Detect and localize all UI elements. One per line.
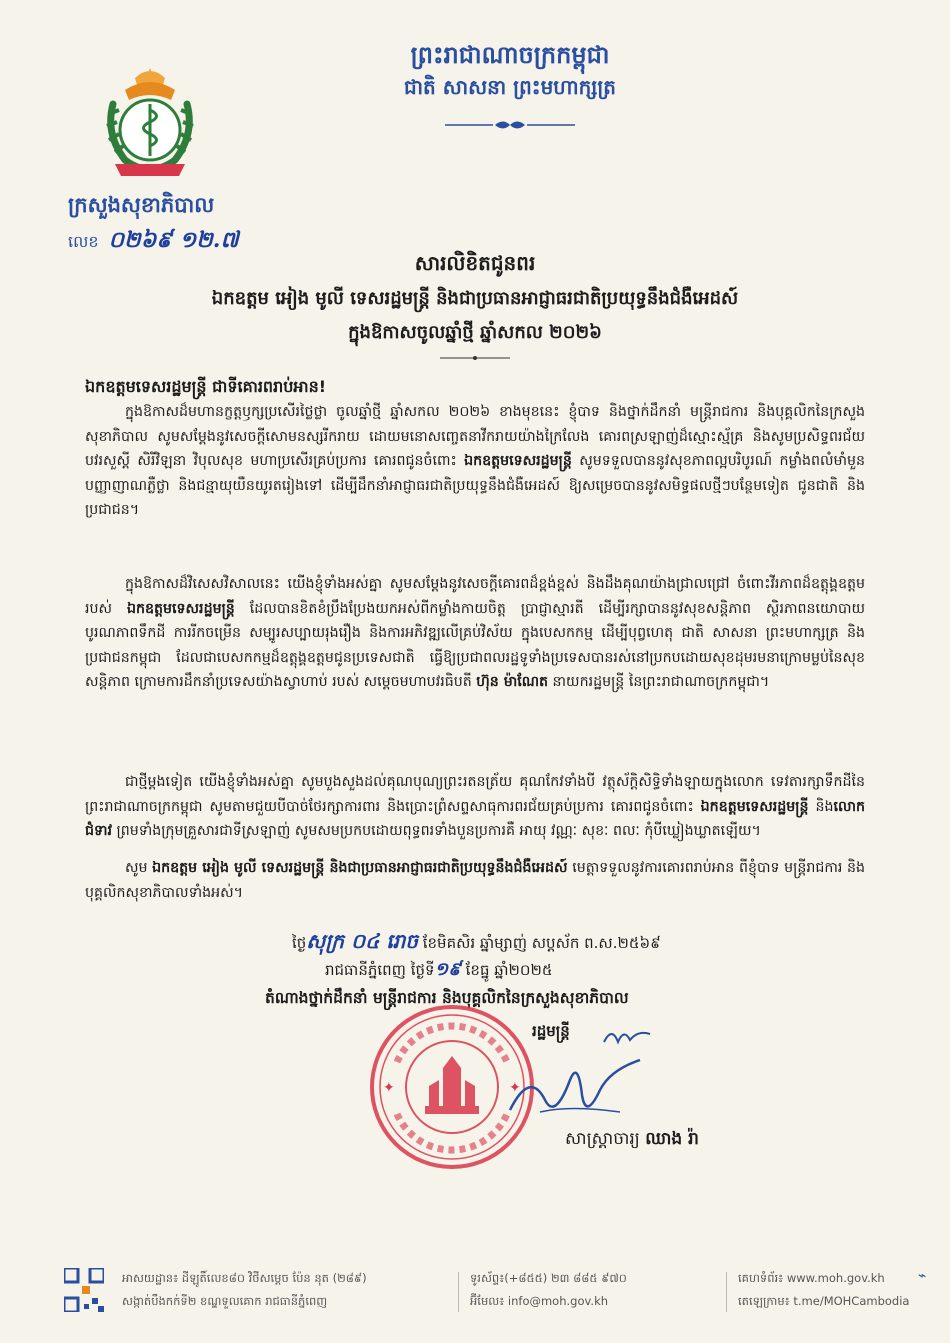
edge-mark-icon: ⌁ (918, 1268, 927, 1284)
signature (500, 1050, 650, 1130)
footer-separator (726, 1272, 727, 1312)
p3-mid: និង (815, 798, 834, 815)
footer-address-2: សង្កាត់បឹងកក់ទី២ ខណ្ឌទួលគោក រាជធានីភ្នំពេញ (122, 1294, 328, 1308)
p4-start: សូម (125, 860, 148, 876)
solar-date (325, 957, 552, 984)
lunar-handwritten: សុក្រ ០៤ រោច (306, 929, 418, 953)
ref-handwritten: ០២៦៩ ១២.៧ (108, 227, 239, 253)
p4-tail: មេត្តាទទួលនូវការគោរពរាប់អាន ពីខ្ញុំបាទ មន្ត្រីរាជការ និងបុគ្គលិកសុខាភិបាលទាំងអស់។ (85, 860, 866, 901)
svg-text:✦: ✦ (509, 1080, 521, 1096)
signatory-title: សាស្ត្រាចារ្យ (565, 1129, 640, 1149)
footer-email: អ៊ីមែល៖ info@moh.gov.kh (470, 1294, 609, 1308)
title-divider (440, 354, 510, 362)
kingdom-header (300, 38, 720, 102)
paragraph-2 (85, 572, 865, 695)
p2-end: នាយករដ្ឋមន្ត្រី នៃព្រះរាជាណាចក្រកម្ពុជា។ (552, 674, 770, 691)
kingdom-name: ព្រះរាជាណាចក្រកម្ពុជា (410, 41, 610, 69)
p1-bold: ឯកឧត្តមទេសរដ្ឋមន្ត្រី (464, 453, 572, 470)
ministry-logo (95, 64, 205, 182)
signatory-name: ឈាង រ៉ា (645, 1129, 699, 1149)
paragraph-3 (85, 770, 865, 844)
p2-tail: ដែលបានខិតខំប្រឹងប្រែងយកអស់ពីកម្លាំងកាយចិត្ត ប្រាជ្ញាស្មារតី ដើម្បីរក្សាបាននូវសុខសន្តិភាព ស្ថិរភាពនយោបាយ បូរណភាពទឹកដី ការរីកចម្រើន សម្បូរសប្បាយរុងរឿង និងការអភិវឌ្ឍលើគ្រប់វិស័យ ក្នុងបេសកកម្ម ដើម្បីបុព្វហេតុ ជាតិ សាសនា ព្រះមហាក្សត្រ និងប្រជាជនកម្ពុជា ដែលជាបេសកកម្មដ៏ឧត្តុង្គឧត្តមជូនប្រទេសជាតិ ធ្វើឱ្យប្រជាពលរដ្ឋទូទាំងប្រទេសបានរស់នៅប្រកបដោយសុខដុមរមនាក្រោមម្លប់នៃសុខសន្តិភាព ក្រោមការដឹកនាំប្រទេសយ៉ាងស្វាហាប់ របស់ សម្តេចមហាបវរធិបតី (85, 600, 865, 691)
representative-line: តំណាងថ្នាក់ដឹកនាំ មន្ត្រីរាជការ និងបុគ្គលិកនៃក្រសួងសុខាភិបាល (265, 989, 629, 1007)
paragraph-4 (85, 856, 865, 905)
footer-address: អាសយដ្ឋាន៖ ដីឡូតិ៍លេខ៨០ វិថីសម្តេច ប៉ែន នុត (២៨៩) (122, 1271, 367, 1285)
footer-website: គេហទំព័រ៖ www.moh.gov.kh (738, 1271, 885, 1285)
p3-bold: ឯកឧត្តមទេសរដ្ឋមន្ត្រី (700, 798, 809, 815)
p2-bold: ឯកឧត្តមទេសរដ្ឋមន្ត្រី (127, 600, 235, 617)
national-motto: ជាតិ សាសនា ព្រះមហាក្សត្រ (404, 75, 616, 99)
p3-tail: ព្រមទាំងក្រុមគ្រួសារជាទីស្រឡាញ់ សូមសមប្រកបដោយពុទ្ធពរទាំងបួនប្រការគឺ អាយុ វណ្ណៈ សុខៈ ពលៈ កុំបីឃ្លៀងឃ្លាតឡើយ។ (116, 823, 761, 840)
qr-code-icon (64, 1268, 104, 1312)
salutation: ឯកឧត្តមទេសរដ្ឋមន្ត្រី ជាទីគោរពរាប់អាន! (85, 377, 327, 396)
signatory (565, 1128, 699, 1153)
p2-bold-pm: ហ៊ុន ម៉ាណែត (476, 674, 549, 691)
ref-label: លេខ (68, 232, 99, 251)
minister-title: រដ្ឋមន្ត្រី (532, 1022, 570, 1040)
p3-text: ជាថ្មីម្តងទៀត យើងខ្ញុំទាំងអស់គ្នា សូមបួងសួងដល់គុណបុណ្យព្រះរតនត្រ័យ គុណកែវទាំងបី វត្ថុស័ក្តិសិទ្ធិទាំងឡាយក្នុងលោក ទេវតារក្សាទឹកដីនៃព្រះរាជាណាចក្រកម្ពុជា សូមតាមជួយបីបាច់ថែរក្សាការពារ និងប្រោះព្រំសព្ទសាធុការពរជ័យគ្រប់ប្រការ គោរពជូនចំពោះ (85, 774, 865, 815)
letter-recipient: ឯកឧត្តម អៀង មូលី ទេសរដ្ឋមន្ត្រី និងជាប្រធានអាជ្ញាធរជាតិប្រយុទ្ធនឹងជំងឺអេដស៍ (211, 288, 739, 309)
p4-bold: ឯកឧត្តម អៀង មូលី ទេសរដ្ឋមន្ត្រី និងជាប្រធានអាជ្ញាធរជាតិប្រយុទ្ធនឹងជំងឺអេដស៍ (152, 860, 568, 876)
ministry-name: ក្រសួងសុខាភិបាល (68, 193, 215, 217)
letterhead-footer (60, 1268, 910, 1318)
solar-suffix: ខែធ្នូ ឆ្នាំ២០២៥ (465, 961, 553, 979)
ornament-divider (445, 118, 575, 132)
paragraph-1 (85, 400, 865, 523)
footer-separator (458, 1272, 459, 1312)
lunar-date (292, 928, 661, 958)
letter-title: សារលិខិតជូនពរ (414, 251, 536, 275)
minister-initial (600, 1020, 655, 1050)
solar-prefix: រាជធានីភ្នំពេញ ថ្ងៃទី (325, 961, 435, 979)
p3-bold2: លោកជំទាវ (85, 798, 865, 840)
letter-occasion: ក្នុងឱកាសចូលឆ្នាំថ្មី ឆ្នាំសកល ២០២៦ (348, 322, 602, 343)
footer-telegram: តេឡេក្រាម៖ t.me/MOHCambodia (738, 1294, 910, 1308)
p2-text: ក្នុងឱកាសដ៏វិសេសវិសាលនេះ យើងខ្ញុំទាំងអស់គ្នា សូមសម្តែងនូវសេចក្តីគោរពដ៏ខ្ពង់ខ្ពស់ និងដឹងគុណយ៉ាងជ្រាលជ្រៅ ចំពោះវីរភាពដ៏ឧត្តុង្គឧត្តម របស់ (85, 576, 865, 617)
footer-phone: ទូរស័ព្ទ៖(+៨៥៥) ២៣ ៨៨៥ ៩៧០ (470, 1271, 627, 1285)
lunar-suffix: ខែមិគសិរ ឆ្នាំម្សាញ់ សប្តស័ក ព.ស.២៥៦៩ (422, 934, 661, 952)
p1-text: ក្នុងឱកាសដ៏មហានក្ខត្តឫក្សប្រសើរថ្លៃថ្លា ចូលឆ្នាំថ្មី ឆ្នាំសកល ២០២៦ ខាងមុខនេះ ខ្ញុំបាទ និងថ្នាក់ដឹកនាំ មន្ត្រីរាជការ និងបុគ្គលិកនៃក្រសួងសុខាភិបាល សូមសម្តែងនូវសេចក្តីសោមនស្សរីករាយ ដោយមនោសញ្ចេតនាវីករាយយ៉ាងក្រៃលែង គោរពស្រឡាញ់ដ៏ស្មោះស្ម័គ្រ និងសូមប្រសិទ្ធពរជ័យ បវរសួស្តី សិរីវិឡនា វិបុលសុខ មហាប្រសើរគ្រប់ប្រការ គោរពជូនចំពោះ (85, 404, 865, 470)
svg-text:✦: ✦ (383, 1080, 395, 1096)
lunar-prefix: ថ្ងៃ (292, 934, 307, 952)
p1-tail: សូមទទួលបាននូវសុខភាពល្អបរិបូរណ៍ កម្លាំងពលំមាំមួន បញ្ញាញាណភ្លឺថ្លា និងជន្មាយុយឺនយូរតរៀងទៅ ដើម្បីដឹកនាំអាជ្ញាធរជាតិប្រយុទ្ធនឹងជំងឺអេដស៍ ឱ្យសម្រេចបាននូវសមិទ្ធផលថ្មីៗបន្ថែមទៀត ជូនជាតិ និងប្រជាជន។ (85, 453, 865, 519)
solar-handwritten: ១៩ (434, 959, 461, 980)
